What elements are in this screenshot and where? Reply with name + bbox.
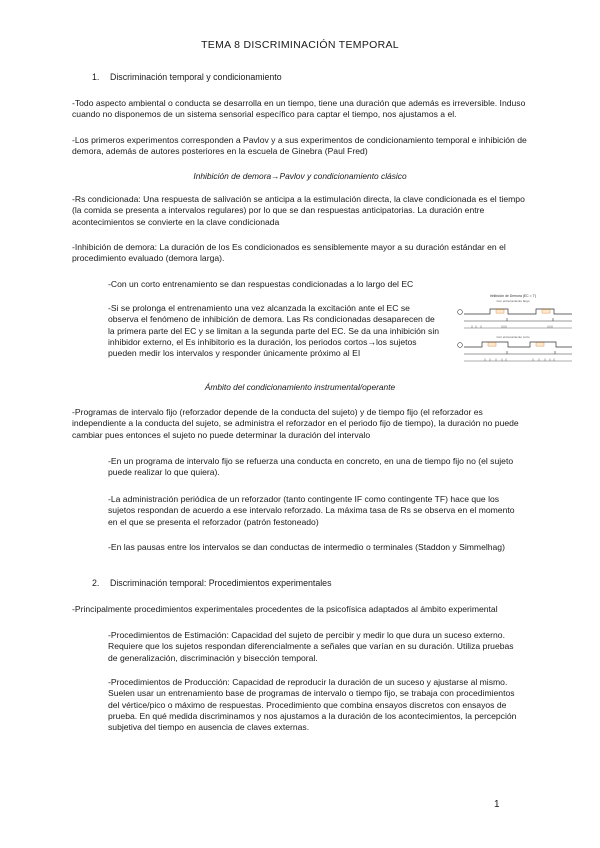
paragraph-indented: -Procedimientos de Producción: Capacidad de reproducir la duración de un suceso y ajustarse al mismo. Suelen usar un entrenamiento base de programas de intervalo o tiempo fijo, se trabaja con procedimientos del vértice/pico o máximo de respuestas. Procedimiento que combina ensayos discretos con ensayos de prueba. En qué medida discriminamos y nos ajustamos a la duración de los acontecimientos, la percepción subjetiva del tiempo en ausencia de claves externas.	[108, 677, 517, 733]
section-number: 1.	[92, 72, 100, 82]
figure-caption-bottom: Con entrenamiento corto	[496, 335, 530, 339]
paragraph-indented: -En las pausas entre los intervalos se dan conductas de intermedio o terminales (Staddon y Simmelhag)	[108, 542, 505, 552]
subsection-heading: Ámbito del condicionamiento instrumental/operante	[204, 382, 396, 392]
paragraph: -Todo aspecto ambiental o conducta se desarrolla en un tiempo, tiene una duración que además es irreversible. Induso cuando no disponemos de un sistema sensorial específico para captar el tiempo, nos ajustamos a el.	[72, 98, 526, 120]
section-number: 2.	[92, 578, 100, 588]
paragraph-indented: -Con un corto entrenamiento se dan respuestas condicionadas a lo largo del EC	[108, 279, 414, 289]
paragraph-indented: -En un programa de intervalo fijo se refuerza una conducta en concreto, en una de tiempo fijo no (el sujeto puede realizar lo que quiera).	[108, 456, 514, 478]
paragraph: -Inhibición de demora: La duración de los Es condicionados es sensiblemente mayor a su duración estándar en el procedimiento evaluado (demora larga).	[72, 242, 506, 264]
delay-inhibition-figure	[452, 292, 574, 370]
figure-caption: Inhibición de Demora (EC = 7')	[489, 294, 537, 298]
paragraph: -Rs condicionada: Una respuesta de salivación se anticipa a la estimulación directa, la clave condicionada es el tiempo (la comida se presenta a intervalos regulares) por lo que se dan respuestas anticipatorias. La duración entre acontecimientos se convierte en la clave condicionada	[72, 194, 525, 227]
paragraph-indented: -La administración periódica de un reforzador (tanto contingente IF como contingente TF) hace que los sujetos respondan de acuerdo a ese intervalo reforzado. La máxima tasa de Rs se observa en el momento en el que se presenta el reforzador (patrón festoneado)	[108, 494, 515, 527]
paragraph: -Programas de intervalo fijo (reforzador depende de la conducta del sujeto) y de tiempo fijo (el reforzador es independiente a la conducta del sujeto, se administra el reforzador en el periodo fijo de tiempo), la duración no puede cambiar pues entonces el sujeto no puede determinar la duración del intervalo	[72, 407, 519, 440]
figure-panel-short	[458, 342, 572, 361]
section-title: Discriminación temporal: Procedimientos experimentales	[110, 578, 332, 588]
section-heading-2	[92, 578, 331, 590]
paragraph: -Principalmente procedimientos experimentales procedentes de la psicofísica adaptados al ámbito experimental	[72, 604, 498, 614]
page-number: 1	[494, 799, 500, 810]
figure-subcaption: Con entrenamiento largo	[496, 299, 530, 303]
paragraph-indented: -Si se prolonga el entrenamiento una vez alcanzada la excitación ante el EC se observa el fenómeno de inhibición de demora. Las Rs condicionadas desaparecen de la primera parte del EC y se limitan a la segunda parte del EC. Se da una inhibición sin inhibidor externo, el Es inhibitorio es la duración, los periodos cortos→los sujetos pueden medir los intervalos y responder únicamente próximo al EI	[108, 303, 440, 359]
section-title: Discriminación temporal y condicionamiento	[110, 72, 282, 82]
section-heading-1	[92, 72, 282, 84]
figure-panel-long	[458, 309, 572, 328]
page-title: TEMA 8 DISCRIMINACIÓN TEMPORAL	[201, 39, 399, 51]
paragraph: -Los primeros experimentos corresponden a Pavlov y a sus experimentos de condicionamiento temporal e inhibición de demora, además de autores posteriores en la escuela de Ginebra (Paul Fred)	[72, 135, 527, 157]
paragraph-indented: -Procedimientos de Estimación: Capacidad del sujeto de percibir y medir lo que dura un suceso externo. Requiere que los sujetos respondan diferencialmente a señales que varían en su duración. Utiliza pruebas de generalización, discriminación y bisección temporal.	[108, 630, 514, 663]
subsection-heading: Inhibición de demora→Pavlov y condicionamiento clásico	[193, 171, 407, 181]
